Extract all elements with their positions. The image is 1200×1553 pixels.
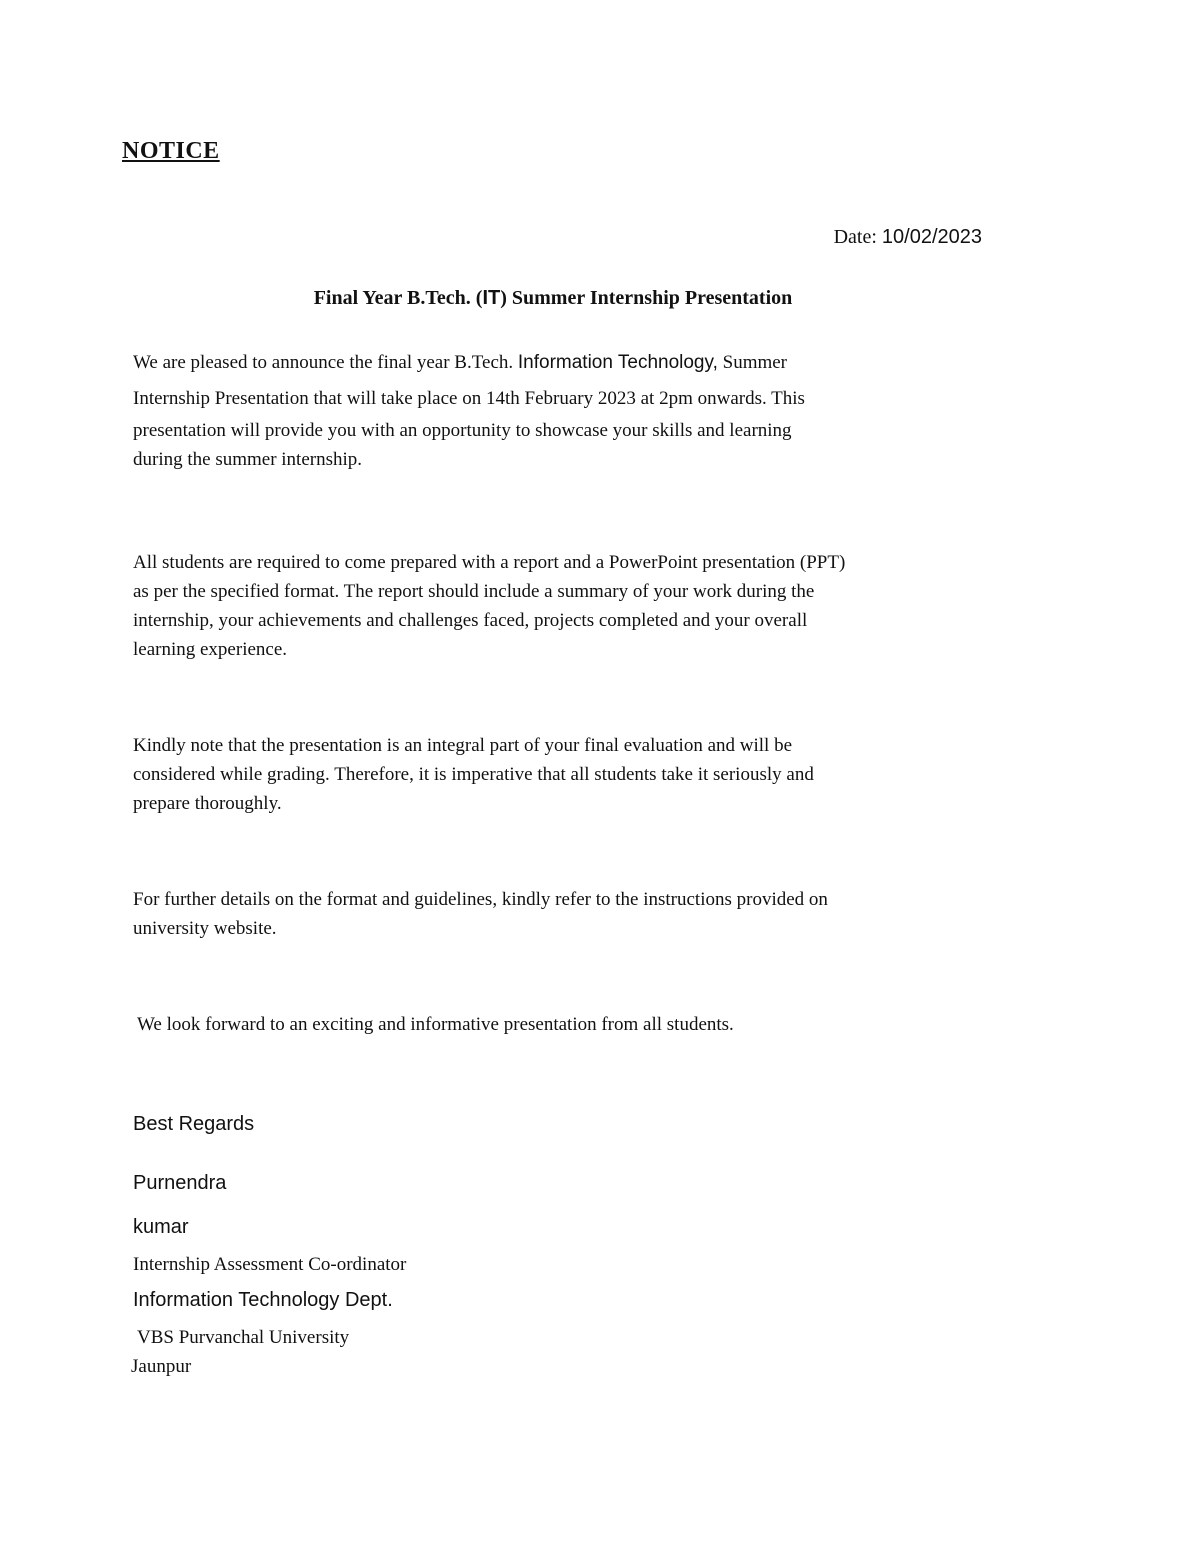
paragraph-line: We look forward to an exciting and informative presentation from all students. xyxy=(137,1014,734,1035)
date-value: 10/02/2023 xyxy=(881,226,982,248)
paragraph-line: Kindly note that the presentation is an integral part of your final evaluation and will be xyxy=(133,735,793,756)
paragraph-line: prepare thoroughly. xyxy=(133,793,282,814)
subject-part-1: Final Year B.Tech. ( xyxy=(313,287,483,309)
subject-highlight: IT xyxy=(482,287,501,309)
text-segment: We are pleased to announce the final year B.Tech. xyxy=(133,352,514,373)
paragraph-line: presentation will provide you with an opportunity to showcase your skills and learning xyxy=(133,420,792,441)
paragraph-line: All students are required to come prepared with a report and a PowerPoint presentation (PPT) xyxy=(133,552,846,573)
text-segment: Information Technology, xyxy=(517,352,718,373)
paragraph-line: as per the specified format. The report should include a summary of your work during the xyxy=(133,581,815,602)
date-label: Date: xyxy=(833,226,877,248)
paragraph-line xyxy=(133,344,993,382)
paragraph-closing xyxy=(137,1010,997,1039)
signature-department: Information Technology Dept. xyxy=(133,1289,393,1311)
paragraph-details xyxy=(133,885,993,943)
notice-heading: NOTICE xyxy=(122,138,220,164)
paragraph-line: learning experience. xyxy=(133,639,288,660)
paragraph-announcement xyxy=(133,344,993,474)
text-segment: Summer xyxy=(722,352,788,373)
signature-university: VBS Purvanchal University xyxy=(137,1327,350,1348)
paragraph-line: For further details on the format and guidelines, kindly refer to the instructions provided on xyxy=(133,889,828,910)
paragraph-evaluation xyxy=(133,731,993,818)
paragraph-line: considered while grading. Therefore, it is imperative that all students take it seriously and xyxy=(133,764,814,785)
signature-role: Internship Assessment Co-ordinator xyxy=(133,1254,407,1275)
signature-name-first: Purnendra xyxy=(133,1172,227,1194)
paragraph-line: during the summer internship. xyxy=(133,449,363,470)
subject-part-2: ) Summer Internship Presentation xyxy=(500,287,793,309)
paragraph-line: Internship Presentation that will take place on 14th February 2023 at 2pm onwards. This xyxy=(133,388,805,409)
notice-subject xyxy=(0,287,1106,310)
signature-city: Jaunpur xyxy=(131,1356,192,1377)
signature-name-last: kumar xyxy=(133,1216,189,1238)
signature-regards: Best Regards xyxy=(133,1113,255,1135)
paragraph-requirements xyxy=(133,548,993,664)
paragraph-line: internship, your achievements and challenges faced, projects completed and your overall xyxy=(133,610,808,631)
paragraph-line: university website. xyxy=(133,918,277,939)
date-line xyxy=(834,226,982,249)
